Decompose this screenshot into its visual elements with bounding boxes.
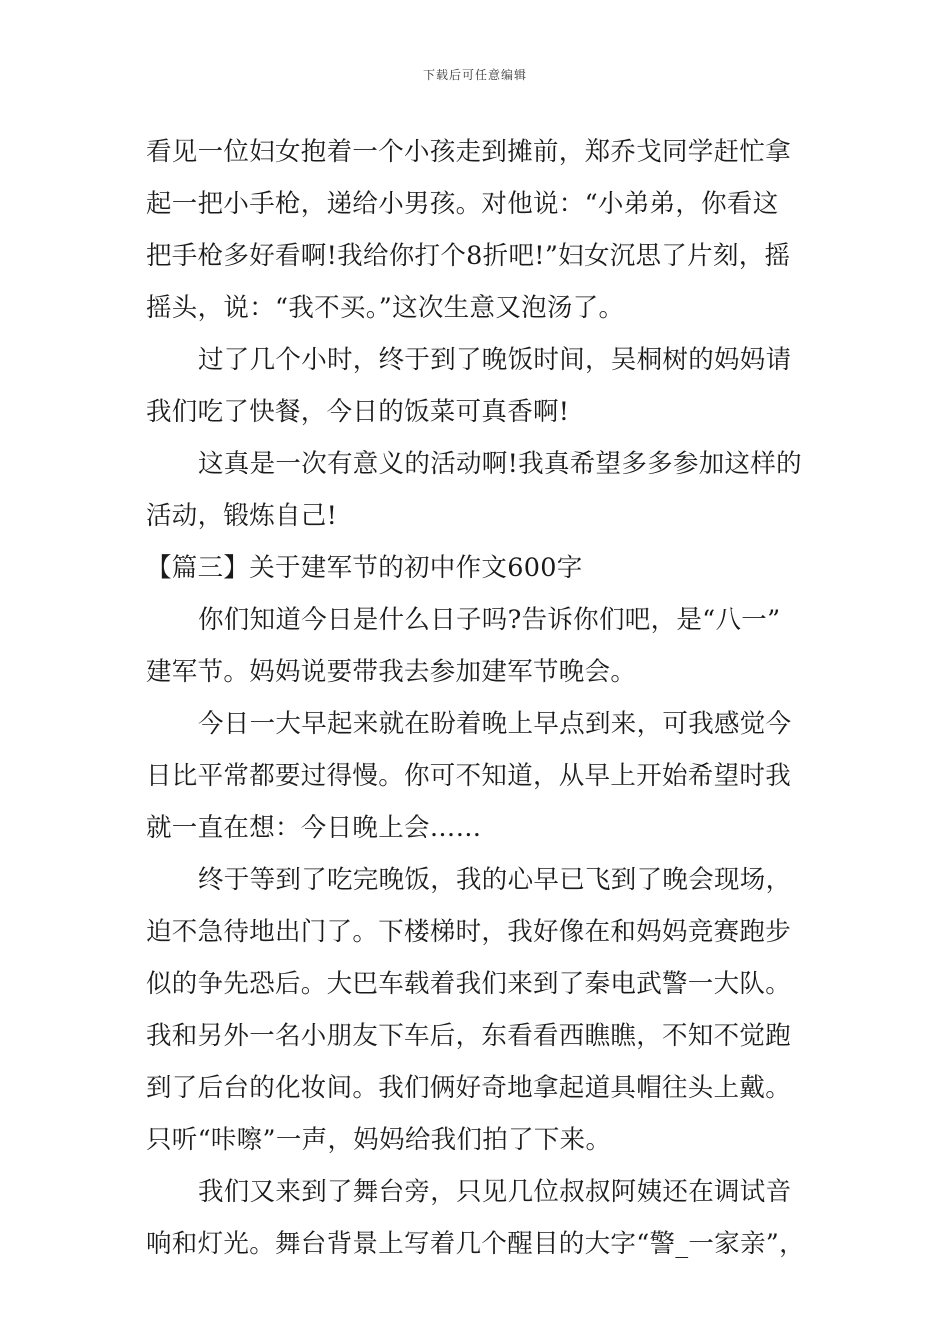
text-line: 我们又来到了舞台旁，只见几位叔叔阿姨还在调试音 — [198, 1177, 792, 1207]
text-line: 摇头，说：“我不买。”这次生意又泡汤了。 — [146, 293, 625, 323]
text-line: 把手枪多好看啊!我给你打个8折吧!”妇女沉思了片刻，摇 — [146, 241, 791, 271]
text-line: 今日一大早起来就在盼着晚上早点到来，可我感觉今 — [198, 709, 792, 739]
text-line: 只听“咔嚓”一声，妈妈给我们拍了下来。 — [146, 1125, 612, 1155]
text-line: 迫不急待地出门了。下楼梯时，我好像在和妈妈竞赛跑步 — [146, 917, 792, 947]
text-line: 起一把小手枪，递给小男孩。对他说：“小弟弟，你看这 — [146, 189, 779, 219]
page-header: 下载后可任意编辑 — [422, 68, 527, 82]
text-line: 活动，锻炼自己! — [146, 501, 338, 531]
text-line: 我和另外一名小朋友下车后，东看看西瞧瞧，不知不觉跑 — [146, 1021, 792, 1051]
text-line: 这真是一次有意义的活动啊!我真希望多多参加这样的 — [198, 449, 802, 479]
text-line: 建军节。妈妈说要带我去参加建军节晚会。 — [146, 657, 637, 687]
text-line: 你们知道今日是什么日子吗?告诉你们吧，是“八一” — [198, 605, 781, 635]
text-line: 日比平常都要过得慢。你可不知道，从早上开始希望时我 — [146, 761, 792, 791]
text-line: 过了几个小时，终于到了晚饭时间，吴桐树的妈妈请 — [198, 345, 792, 375]
text-line: 我们吃了快餐，今日的饭菜可真香啊! — [146, 397, 570, 427]
text-line: 看见一位妇女抱着一个小孩走到摊前，郑乔戈同学赶忙拿 — [146, 137, 792, 167]
text-line: 就一直在想：今日晚上会…… — [146, 813, 482, 843]
text-line: 似的争先恐后。大巴车载着我们来到了秦电武警一大队。 — [146, 969, 792, 999]
document-body — [146, 126, 816, 1270]
text-line: 到了后台的化妆间。我们俩好奇地拿起道具帽往头上戴。 — [146, 1073, 792, 1103]
text-line: 【篇三】关于建军节的初中作文600字 — [146, 553, 583, 583]
text-line: 终于等到了吃完晚饭，我的心早已飞到了晚会现场， — [198, 865, 792, 895]
text-line: 响和灯光。舞台背景上写着几个醒目的大字“警_一家亲”， — [146, 1229, 805, 1259]
